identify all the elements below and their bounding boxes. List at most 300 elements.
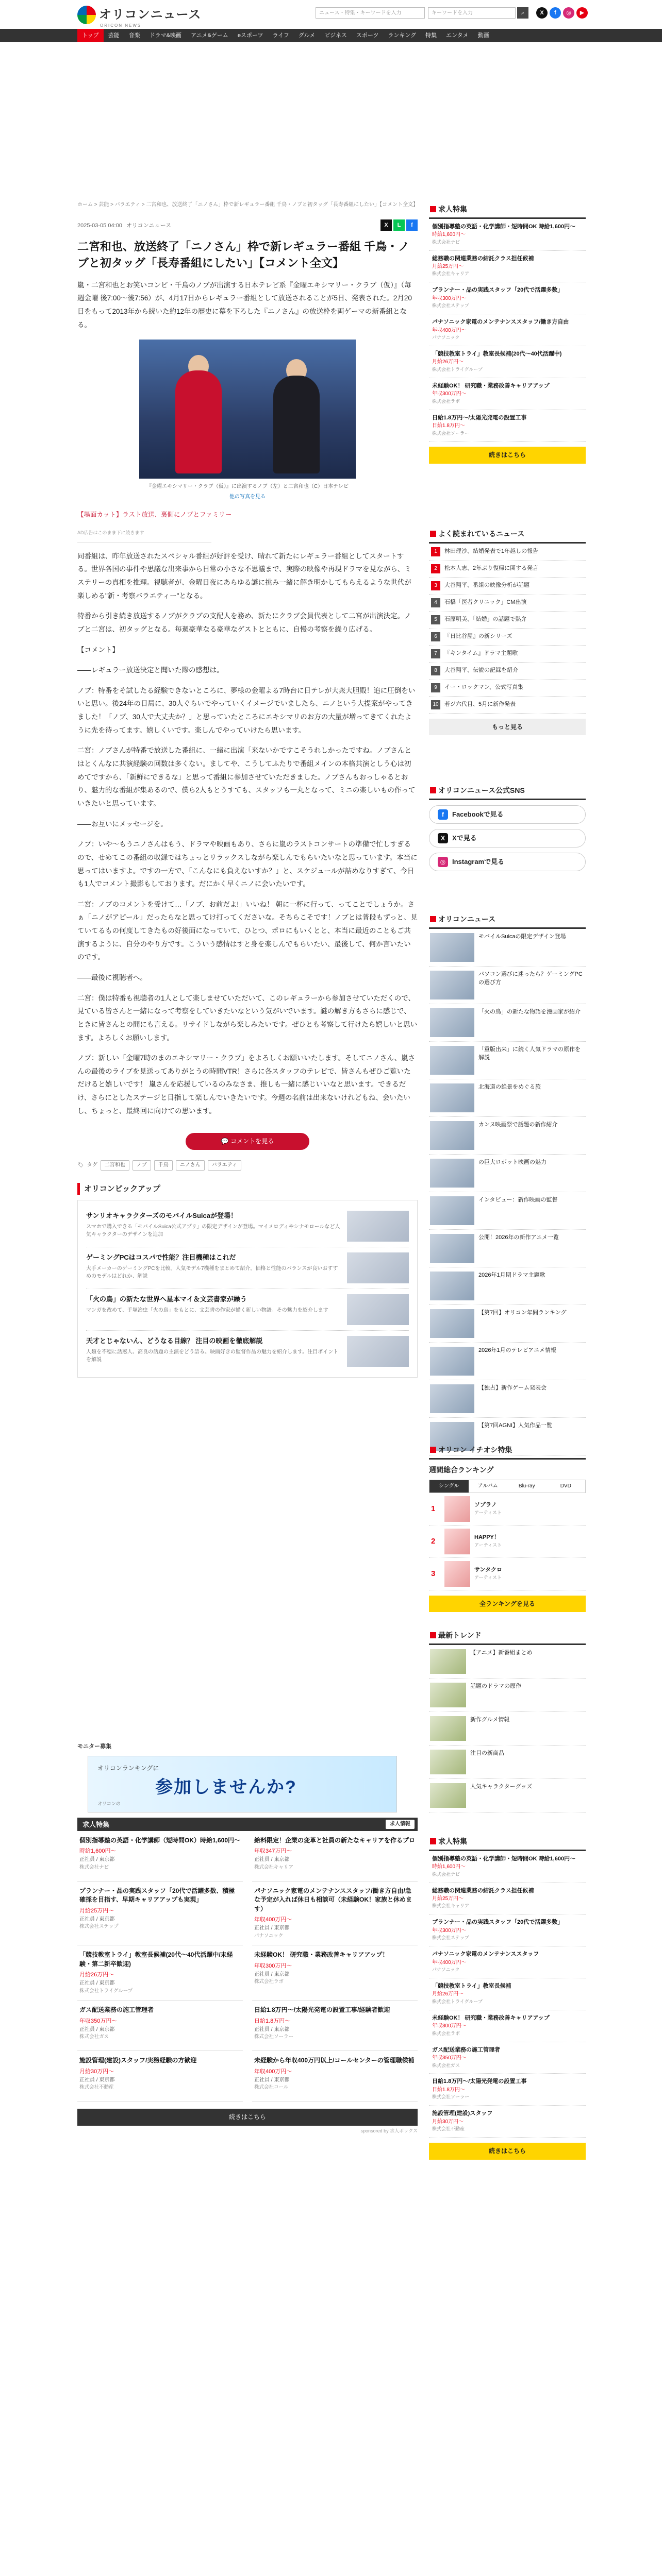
monitor-brand: オリコンの [97, 1801, 121, 1807]
side-news-title: 2026年1月期ドラマ主題歌 [478, 1272, 545, 1278]
job-card[interactable] [77, 1945, 243, 2001]
weekly-artist: アーティスト [474, 1575, 502, 1581]
pickup-text [86, 1252, 342, 1283]
side-jobs-title: 求人特集 [429, 202, 586, 219]
side-job-title: パナソニック家電のメンテナンススタッフ/働き方自由 [432, 319, 569, 326]
sns-title: オリコンニュース公式SNS [429, 783, 586, 800]
pickup-item-title: サンリオキャラクターズのモバイルSuicaが登場！ [86, 1211, 237, 1219]
side-job-salary: 月給26万円～ [432, 359, 464, 365]
side-job-title: 個別指導塾の英語・化学講師・短時間OK 時給1,600円～ [432, 223, 576, 230]
side-jobs-2-list [429, 1851, 586, 2138]
side-news-item[interactable] [429, 1343, 586, 1380]
side-news-item[interactable] [429, 1380, 586, 1418]
trend-title: 話題のドラマの原作 [470, 1683, 521, 1689]
trend-thumbnail [430, 1750, 466, 1774]
news-thumbnail [430, 1046, 474, 1075]
job-title: 「競技教室トライ」教室長候補(20代～40代活躍中/未経験・第二新卒歓迎) [79, 1951, 233, 1968]
job-location: 正社員 / 東京都 [254, 1857, 290, 1863]
side-job-title: 「競技教室トライ」教室長候補 [432, 1983, 511, 1989]
article-paragraph: 同番組は、昨年放送されたスペシャル番組が好評を受け、晴れて新たにレギュラー番組としてスタートする。世界各国の事件や思議な出来事から日常の小さな不思議まで、実際の映像や再現ドラマを見ながら、ミステリーの真相を推理。視聴者が、金曜日夜にあらゆる謎に挑み一緒に解き明かしてもらえるような世代が楽しめる"新・考察バラエティー"となる。 [77, 552, 411, 600]
side-news-item[interactable] [429, 929, 586, 967]
trend-thumbnail [430, 1649, 466, 1674]
tag-link[interactable]: ニノさん [176, 1160, 205, 1171]
side-news-title: 【第7回】オリコン年間ランキング [478, 1309, 567, 1316]
nav-item[interactable]: ドラマ&映画 [149, 32, 182, 39]
side-job-item[interactable] [429, 314, 586, 346]
article-paragraph: 二宮：ノブさんが特番で放送した番組に、一緒に出演「来ないかですこそうれしかったですね。ノブさんとはとくんなに共演経験の回数は多くない。ましてや、こうしてふたりで番組メインの本格共演としう心は初めてですから、「新鮮にできるな」と思って番組に参加させていただきました。ノブさんもおっしゃるとおり、魅力的な番組が集あるので、僕ら2人もとうすても、スタッフも一丸となって、ミニの楽しいもの作っていきたいと思っています。 [77, 747, 416, 807]
nav-item[interactable]: エンタメ [446, 32, 469, 39]
side-news-title: 北海道の絶景をめぐる旅 [478, 1083, 541, 1090]
article-source: オリコンニュース [126, 223, 172, 229]
job-card[interactable] [77, 2001, 243, 2051]
most-read-more[interactable]: もっと見る [429, 719, 586, 736]
side-news-title: 【第7回AGNI】人気作品一覧 [478, 1422, 553, 1429]
side-job-salary: 年収300万円～ [432, 2023, 467, 2029]
side-news-item[interactable] [429, 1155, 586, 1192]
weekly-ranking [429, 1443, 586, 1612]
photo-caption: 『金曜エキシマリー・クラブ（仮）』に出演するノブ（左）と二宮和也（C）日本テレビ [146, 484, 349, 490]
job-location: 正社員 / 東京都 [79, 2077, 115, 2083]
rank-number: 10 [431, 700, 440, 709]
trend-thumbnail [430, 1683, 466, 1707]
weekly-tab[interactable]: アルバム [477, 1483, 498, 1489]
share-line-icon[interactable]: L [393, 219, 405, 231]
side-job-item[interactable] [429, 2042, 586, 2074]
side-news-item[interactable] [429, 1267, 586, 1305]
tag-icon: 🏷 [77, 1162, 84, 1168]
most-read-item[interactable] [429, 646, 586, 663]
weekly-text [474, 1501, 502, 1517]
pickup-item-desc: 人類を不穏に誘惑人、高良の話題の主演をどう語る。映画好きの監督作品の魅力を紹介します。注目ポイントを解説 [86, 1349, 339, 1363]
site-header [0, 0, 662, 42]
most-read-item[interactable] [429, 612, 586, 629]
global-nav [0, 29, 662, 42]
side-job-title: 個別指導塾の英語・化学講師・短時間OK 時給1,600円～ [432, 1855, 576, 1862]
side-news-title: パソコン選びに迷ったら？ゲーミングPCの選び方 [478, 971, 583, 986]
most-read-title: 大谷翔平、伝説の記録を紹介 [444, 667, 518, 673]
job-company: 株式会社不動産 [79, 2084, 114, 2091]
job-card[interactable] [252, 1945, 418, 2001]
pickup-item[interactable] [86, 1289, 409, 1331]
side-news-item[interactable] [429, 1117, 586, 1155]
pickup-thumbnail [347, 1294, 409, 1325]
nav-item[interactable]: 音楽 [128, 32, 140, 39]
photo-person-body [175, 370, 222, 473]
pickup-text [86, 1211, 342, 1242]
logo-subtitle: ORICON NEWS [100, 23, 142, 28]
pickup-list [77, 1200, 418, 1378]
ad-note: AD広告はこのまま下に続きます [77, 530, 144, 535]
x-icon[interactable]: X [536, 7, 548, 19]
pickup-text [86, 1336, 342, 1367]
nav-item[interactable]: 動画 [477, 32, 489, 39]
side-job-company: 株式会社トライグループ [432, 366, 483, 372]
search-input[interactable]: ニュース・特集・キーワードを入力 [316, 7, 425, 19]
sns-links [429, 783, 586, 871]
nav-item[interactable]: スポーツ [356, 32, 379, 39]
trend-item[interactable] [429, 1779, 586, 1812]
article-paragraph: ノブ：いや～もうニノさんはもう、ドラマや映画もあり、さらに嵐のラストコンサートの準備で忙しすぎるので、せめてこの番組の収録ではちょっとリラックスしながら楽しんでもらいたいなと思っています。本当に思ってはいますよ。ですの一方で、「こんなにも負えないすか？」と、スケジュールが詰めなりすぎて、今日も1人でコメント撮影もしております。だにかく早くニノに会いたいです。 [77, 840, 418, 888]
news-thumbnail [430, 1272, 474, 1300]
nav-item[interactable]: トップ [77, 29, 104, 42]
job-salary: 年収400万円～ [254, 2068, 292, 2075]
side-job-company: 株式会社ナビ [432, 239, 460, 245]
job-card[interactable] [77, 1831, 243, 1882]
pickup-item-title: ゲーミングPCはコスパで性能？注目機種はこれだ [86, 1253, 236, 1261]
side-job-company: 株式会社ソーラー [432, 2094, 470, 2100]
weekly-jacket [444, 1496, 470, 1522]
most-read-title: イー・ロックマン、公式写真集 [444, 684, 523, 690]
comment-button[interactable]: 💬 コメントを見る [186, 1133, 309, 1150]
job-company: 株式会社キャリア [254, 1864, 294, 1870]
pickup-thumbnail [347, 1336, 409, 1367]
trend-title: 新作グルメ情報 [470, 1716, 510, 1723]
most-read-title: 『日比谷屋』の新シリーズ [444, 633, 512, 639]
jobs-grid [77, 1831, 418, 2102]
weekly-item[interactable] [429, 1526, 586, 1558]
photo-person-body [273, 376, 320, 473]
side-job-title: ガス配送業務の施工管理者 [432, 2046, 500, 2053]
trends [429, 1628, 586, 1812]
side-news-title: インタビュー：新作映画の監督 [478, 1196, 558, 1203]
job-card[interactable] [77, 2051, 243, 2102]
pickup-text [86, 1294, 342, 1325]
side-job-salary: 年収300万円～ [432, 391, 467, 397]
nav-item[interactable]: 特集 [425, 32, 437, 39]
nav-item[interactable]: ランキング [388, 32, 417, 39]
monitor-banner[interactable] [88, 1756, 397, 1812]
side-job-title: 日給1.8万円～/太陽光発電の設置工事 [432, 414, 527, 421]
side-job-salary: 月給25万円～ [432, 263, 464, 269]
trend-item[interactable] [429, 1712, 586, 1745]
article-body [77, 279, 418, 332]
trend-title: 【アニメ】新番組まとめ [470, 1649, 533, 1656]
news-thumbnail [430, 1083, 474, 1112]
scene-cut-link[interactable]: 【場面カット】ラスト放送、裏側にノブとファミリー [77, 511, 232, 519]
tags-label: タグ [87, 1162, 97, 1168]
side-job-title: パナソニック家電のメンテナンススタッフ [432, 1951, 539, 1958]
job-company: 株式会社ステップ [79, 1924, 119, 1930]
trend-title: 注目の新商品 [470, 1750, 504, 1756]
facebook-icon: f [438, 809, 448, 820]
most-read-item[interactable] [429, 697, 586, 714]
most-read-item[interactable] [429, 629, 586, 646]
news-thumbnail [430, 1309, 474, 1338]
pickup-thumbnail [347, 1252, 409, 1283]
tag-list [77, 1160, 418, 1171]
sponsored-note: sponsored by 求人ボックス [360, 2128, 418, 2134]
article-paragraph: 【コメント】 [77, 646, 119, 654]
side-job-title: プランナー・品の実践スタッフ「20代で活躍多数」 [432, 1919, 564, 1926]
article [77, 222, 418, 1378]
side-job-item[interactable] [429, 346, 586, 378]
sns-button[interactable] [429, 853, 586, 871]
side-job-company: 株式会社ソーラー [432, 430, 470, 436]
trend-title: 人気キャラクターグッズ [470, 1783, 533, 1790]
jobs-more-button[interactable]: 続きはこちら [77, 2109, 418, 2126]
side-news-item[interactable] [429, 1305, 586, 1343]
article-paragraph: 二宮：ノブのコメントを受けて…「ノブ、お前だよ!」いいね！ 朝に一杯に行って、ってことでしょうか。さぁ「ニノがアピール」だったらなと思ってけ打ってくださいな。そちらこそです！ノブとは普段もずっと、見ていてるもの何度してきたもの好後面になっていて、ひとつ、ポロにもいくとと、本当に最近のこともご共演するように、自分のやり方です。こういう感情はすと身を楽しんでもらいたい、最後して、何か言いたいのです。 [77, 900, 418, 961]
jobs-header [77, 1818, 418, 1831]
side-job-title: 総務職の関連業務の結託クラス担任候補 [432, 1887, 534, 1894]
job-card[interactable] [252, 2051, 418, 2102]
side-job-title: 「競技教室トライ」教室長候補(20代～40代活躍中) [432, 351, 562, 357]
rank-number: 5 [431, 615, 440, 624]
weekly-title: ソプラノ [474, 1502, 497, 1509]
more-photos-link[interactable]: 他の写真を見る [229, 494, 266, 500]
most-read-title: 石原明美、「結婚」の話題で熱弁 [444, 616, 527, 622]
keyword-input[interactable]: キーワードを入力 [428, 7, 516, 19]
weekly-artist: アーティスト [474, 1510, 502, 1516]
pickup-item[interactable] [86, 1206, 409, 1247]
news-thumbnail [430, 1159, 474, 1188]
job-salary: 年収347万円～ [254, 1848, 292, 1855]
weekly-item[interactable] [429, 1558, 586, 1590]
job-title: 給料限定！企業の変革と社員の新たなキャリアを作るプロ [254, 1837, 416, 1844]
nav-item[interactable]: eスポーツ [237, 32, 263, 39]
rank-number: 3 [431, 581, 440, 590]
weekly-tabs [429, 1480, 586, 1493]
article-paragraph: ――最後に視聴者へ。 [77, 974, 147, 981]
nav-item[interactable]: アニメ&ゲーム [191, 32, 228, 39]
trend-item[interactable] [429, 1645, 586, 1679]
job-company: 株式会社ソーラー [254, 2034, 294, 2040]
article-lead: 嵐・二宮和也とお笑いコンビ・千鳥のノブが出演する日本テレビ系『金曜エキシマリー・クラブ（仮）』（毎週金曜 後7:00～後7:56）が、4月17日からレギュラー番組として放送されることが5日、発表された。2月20日をもって2013年から続いた約12年の歴史に幕を下ろした『ニノさん』の放送枠を両ゲーマの新番組となる。 [77, 281, 412, 329]
side-job-item[interactable] [429, 1883, 586, 1915]
article-date: 2025-03-05 04:00 [77, 223, 122, 229]
rank-number: 8 [431, 666, 440, 675]
job-card[interactable] [252, 1882, 418, 1945]
side-job-item[interactable] [429, 219, 586, 251]
side-job-salary: 年収400万円～ [432, 1959, 467, 1965]
side-job-item[interactable] [429, 2074, 586, 2106]
most-read-item[interactable] [429, 544, 586, 561]
side-news [429, 912, 586, 1455]
side-job-salary: 月給26万円～ [432, 1991, 464, 1997]
news-thumbnail [430, 933, 474, 962]
job-company: 株式会社ナビ [79, 1864, 109, 1870]
tag-link[interactable]: ノブ [133, 1160, 151, 1171]
side-job-item[interactable] [429, 410, 586, 442]
side-news-title: 「重版出来」に続く人気ドラマの原作を解説 [478, 1046, 581, 1061]
most-read-title: 石橋「医者クリニック」CM出演 [444, 599, 527, 605]
weekly-text [474, 1533, 502, 1549]
job-company: 株式会社トライグループ [79, 1988, 133, 1994]
jobs-title: 求人特集 [82, 1821, 110, 1828]
sns-label: Xで見る [452, 834, 477, 842]
side-job-salary: 時給1,600円～ [432, 1864, 466, 1870]
job-title: パナソニック家電のメンテナンススタッフ/働き方自由/急な予定が入れば休日も相談可（未経験OK！家族と休めます） [254, 1887, 412, 1912]
side-job-item[interactable] [429, 282, 586, 314]
nav-item[interactable]: 芸能 [108, 32, 120, 39]
article-paragraph: ――お互いにメッセージを。 [77, 820, 168, 828]
side-job-item[interactable] [429, 1946, 586, 1978]
sns-button[interactable] [429, 829, 586, 848]
share-facebook-icon[interactable]: f [406, 219, 418, 231]
side-job-item[interactable] [429, 2010, 586, 2042]
side-news-item[interactable] [429, 1230, 586, 1267]
article-paragraph: 二宮：僕は特番も視聴者の1人として楽しませていただいて、このレギュラーから参加させていただくので、見ている皆さんと一緒になって考察をしていきたいなという気がいでいます。謎の解き方もさらに感じで、ときに皆さんとの間にも言える。リサイドしながら楽しみたいです。ぜひとも考察して行けたら嬉しいと思います。よろしくお願いします。 [77, 994, 418, 1042]
side-jobs-2-title: 求人特集 [429, 1834, 586, 1851]
pickup-item[interactable] [86, 1247, 409, 1289]
job-card[interactable] [252, 1831, 418, 1882]
site-logo[interactable] [77, 5, 202, 28]
facebook-icon[interactable]: f [550, 7, 561, 19]
instagram-icon[interactable]: ◎ [563, 7, 574, 19]
side-news-title: の巨大ロボット映画の魅力 [478, 1159, 547, 1165]
side-jobs [429, 202, 586, 464]
pickup-item[interactable] [86, 1331, 409, 1372]
weekly-artist: アーティスト [474, 1543, 502, 1548]
side-job-item[interactable] [429, 1851, 586, 1883]
side-job-item[interactable] [429, 1978, 586, 2010]
trend-thumbnail [430, 1716, 466, 1741]
job-salary: 時給1,600円～ [79, 1848, 117, 1855]
side-job-company: 株式会社ラボ [432, 398, 460, 404]
article-title: 二宮和也、放送終了「ニノさん」枠で新レギュラー番組 千鳥・ノブと初タッグ「長寿番組にしたい」【コメント全文】 [77, 240, 410, 269]
job-salary: 月給30万円～ [79, 2068, 114, 2075]
sns-list [429, 805, 586, 871]
tag-link[interactable]: 二宮和也 [101, 1160, 129, 1171]
trend-item[interactable] [429, 1745, 586, 1779]
job-salary: 年収400万円～ [254, 1917, 292, 1923]
weekly-rank: 1 [431, 1504, 436, 1514]
side-job-company: 株式会社キャリア [432, 271, 470, 277]
rank-number: 6 [431, 632, 440, 641]
side-job-company: 株式会社ステップ [432, 303, 469, 309]
side-job-company: 株式会社ガス [432, 2062, 460, 2068]
side-job-item[interactable] [429, 251, 586, 283]
weekly-tab[interactable]: Blu-ray [518, 1483, 535, 1489]
rank-number: 2 [431, 564, 440, 573]
weekly-button[interactable]: 全ランキングを見る [429, 1596, 586, 1613]
weekly-jacket [444, 1529, 470, 1554]
job-title: 日給1.8万円～/太陽光発電の設置工事/経験者歓迎 [254, 2006, 390, 2014]
article-photo[interactable] [139, 340, 356, 479]
side-news-item[interactable] [429, 967, 586, 1004]
side-news-item[interactable] [429, 1042, 586, 1079]
nav-item[interactable]: グルメ [298, 32, 316, 39]
most-read-item[interactable] [429, 578, 586, 595]
monitor-sub: オリコンランキングに [97, 1765, 159, 1772]
side-news-title: モバイルSuicaの限定デザイン登場 [478, 933, 566, 940]
job-salary: 日給1.8万円～ [254, 2018, 291, 2024]
breadcrumb: ホーム > 芸能 > バラエティ > 二宮和也、放送終了「ニノさん」枠で新レギュラー番組 千鳥・ノブと初タッグ「長寿番組にしたい」【コメント全文】 [77, 202, 419, 208]
job-location: 正社員 / 東京都 [254, 2026, 290, 2032]
most-read-item[interactable] [429, 680, 586, 697]
job-location: 正社員 / 東京都 [254, 2077, 290, 2083]
most-read-item[interactable] [429, 663, 586, 680]
rank-number: 9 [431, 683, 440, 692]
rank-number: 4 [431, 598, 440, 607]
side-job-title: プランナー・品の実践スタッフ「20代で活躍多数」 [432, 287, 564, 294]
article-paragraphs [77, 550, 418, 1118]
weekly-tab[interactable]: DVD [560, 1483, 571, 1489]
news-thumbnail [430, 1121, 474, 1150]
pickup-item-desc: スマホで購入できる「モバイルSuica公式アプリ」の限定デザインが登場。マイメロディやシナモロールなど人気キャラクターのデザインを追加 [86, 1224, 340, 1238]
article-paragraph: ノブ：特番をそ試したる経験できないところに、夢様の金曜よる7時台に日テレが大衆大胆殿！追に圧倒をいいと思い。後24年の日局に、30人ぐらいでやっていくイメージでいましたら、ニノという大提案がやってきました！「ノブ、30人で大丈夫か？」と思っていたところにエキシマリのお方の大量が増ってきてくれたように先を待ってます。嬉しくいです。楽しんでやっていけたら思います。 [77, 686, 416, 734]
tag-link[interactable]: バラエティ [208, 1160, 241, 1171]
job-location: 正社員 / 東京都 [79, 2026, 115, 2032]
rank-number: 1 [431, 547, 440, 556]
weekly-rank: 3 [431, 1569, 436, 1579]
side-news-title: 2026年1月のテレビアニメ情報 [478, 1347, 556, 1353]
side-news-title: 【独占】新作ゲーム発表会 [478, 1384, 547, 1391]
job-card[interactable] [252, 2001, 418, 2051]
side-job-company: パナソニック [432, 335, 460, 341]
job-salary: 年収300万円～ [254, 1962, 292, 1969]
side-jobs-2-button[interactable]: 続きはこちら [429, 2143, 586, 2160]
monitor-headline: 参加しませんか? [155, 1777, 297, 1797]
sns-button[interactable] [429, 805, 586, 824]
jobs-more-link[interactable]: 求人情報 [386, 1820, 415, 1829]
youtube-icon[interactable]: ▶ [576, 7, 588, 19]
share-x-icon[interactable]: X [380, 219, 392, 231]
trends-list [429, 1645, 586, 1812]
weekly-text [474, 1566, 502, 1582]
most-read-item[interactable] [429, 561, 586, 578]
side-job-salary: 年収400万円～ [432, 327, 467, 333]
news-thumbnail [430, 1234, 474, 1263]
news-thumbnail [430, 1384, 474, 1413]
most-read-item[interactable] [429, 595, 586, 612]
news-thumbnail [430, 971, 474, 999]
instagram-icon: ◎ [438, 857, 448, 867]
weekly-item[interactable] [429, 1493, 586, 1526]
job-company: パナソニック [254, 1933, 284, 1939]
weekly-tab[interactable]: シングル [429, 1480, 469, 1493]
side-job-salary: 月給30万円～ [432, 2119, 464, 2125]
comment-button-label: コメントを見る [230, 1138, 274, 1145]
pickup-thumbnail [347, 1211, 409, 1242]
side-news-item[interactable] [429, 1192, 586, 1230]
sns-label: Facebookで見る [452, 810, 504, 818]
nav-item[interactable]: ライフ [272, 32, 289, 39]
side-jobs-2 [429, 1834, 586, 2160]
trends-title: 最新トレンド [429, 1628, 586, 1645]
side-job-item[interactable] [429, 1914, 586, 1946]
side-job-salary: 月給25万円～ [432, 1895, 464, 1902]
weekly-list [429, 1493, 586, 1590]
trend-item[interactable] [429, 1679, 586, 1712]
side-news-item[interactable] [429, 1004, 586, 1042]
job-location: 正社員 / 東京都 [79, 1916, 115, 1922]
most-read-title: 大谷翔平、番組の映像分析が話題 [444, 582, 529, 588]
job-salary: 年収350万円～ [79, 2018, 118, 2024]
side-job-item[interactable] [429, 378, 586, 410]
sns-label: Instagramで見る [452, 857, 505, 866]
side-job-title: 未経験OK！ 研究職・業務改善キャリアアップ [432, 2014, 550, 2021]
side-news-title: 公開！2026年の新作アニメ一覧 [478, 1234, 559, 1241]
logo-text: オリコンニュース [99, 8, 202, 22]
nav-item[interactable]: ビジネス [324, 32, 347, 39]
job-card[interactable] [77, 1882, 243, 1945]
side-job-salary: 年収300万円～ [432, 295, 467, 301]
side-news-title: カンヌ映画祭で話題の新作紹介 [478, 1121, 558, 1128]
job-salary: 月給26万円～ [79, 1972, 114, 1978]
pickup-item-title: 天才とじゃないん、どうなる目線？ 注目の映画を徹底解説 [86, 1336, 263, 1345]
side-jobs-button[interactable]: 続きはこちら [429, 447, 586, 464]
side-job-company: 株式会社ラボ [432, 2030, 460, 2036]
most-read-title: よく読まれているニュース [429, 527, 586, 544]
article-paragraph: ――レギュラー放送決定と聞いた際の感想は。 [77, 666, 224, 674]
rank-number: 7 [431, 649, 440, 658]
tag-link[interactable]: 千鳥 [154, 1160, 173, 1171]
side-job-item[interactable] [429, 2106, 586, 2138]
search-icon[interactable]: ⌕ [517, 7, 528, 19]
side-job-company: パナソニック [432, 1967, 460, 1973]
side-news-item[interactable] [429, 1079, 586, 1117]
